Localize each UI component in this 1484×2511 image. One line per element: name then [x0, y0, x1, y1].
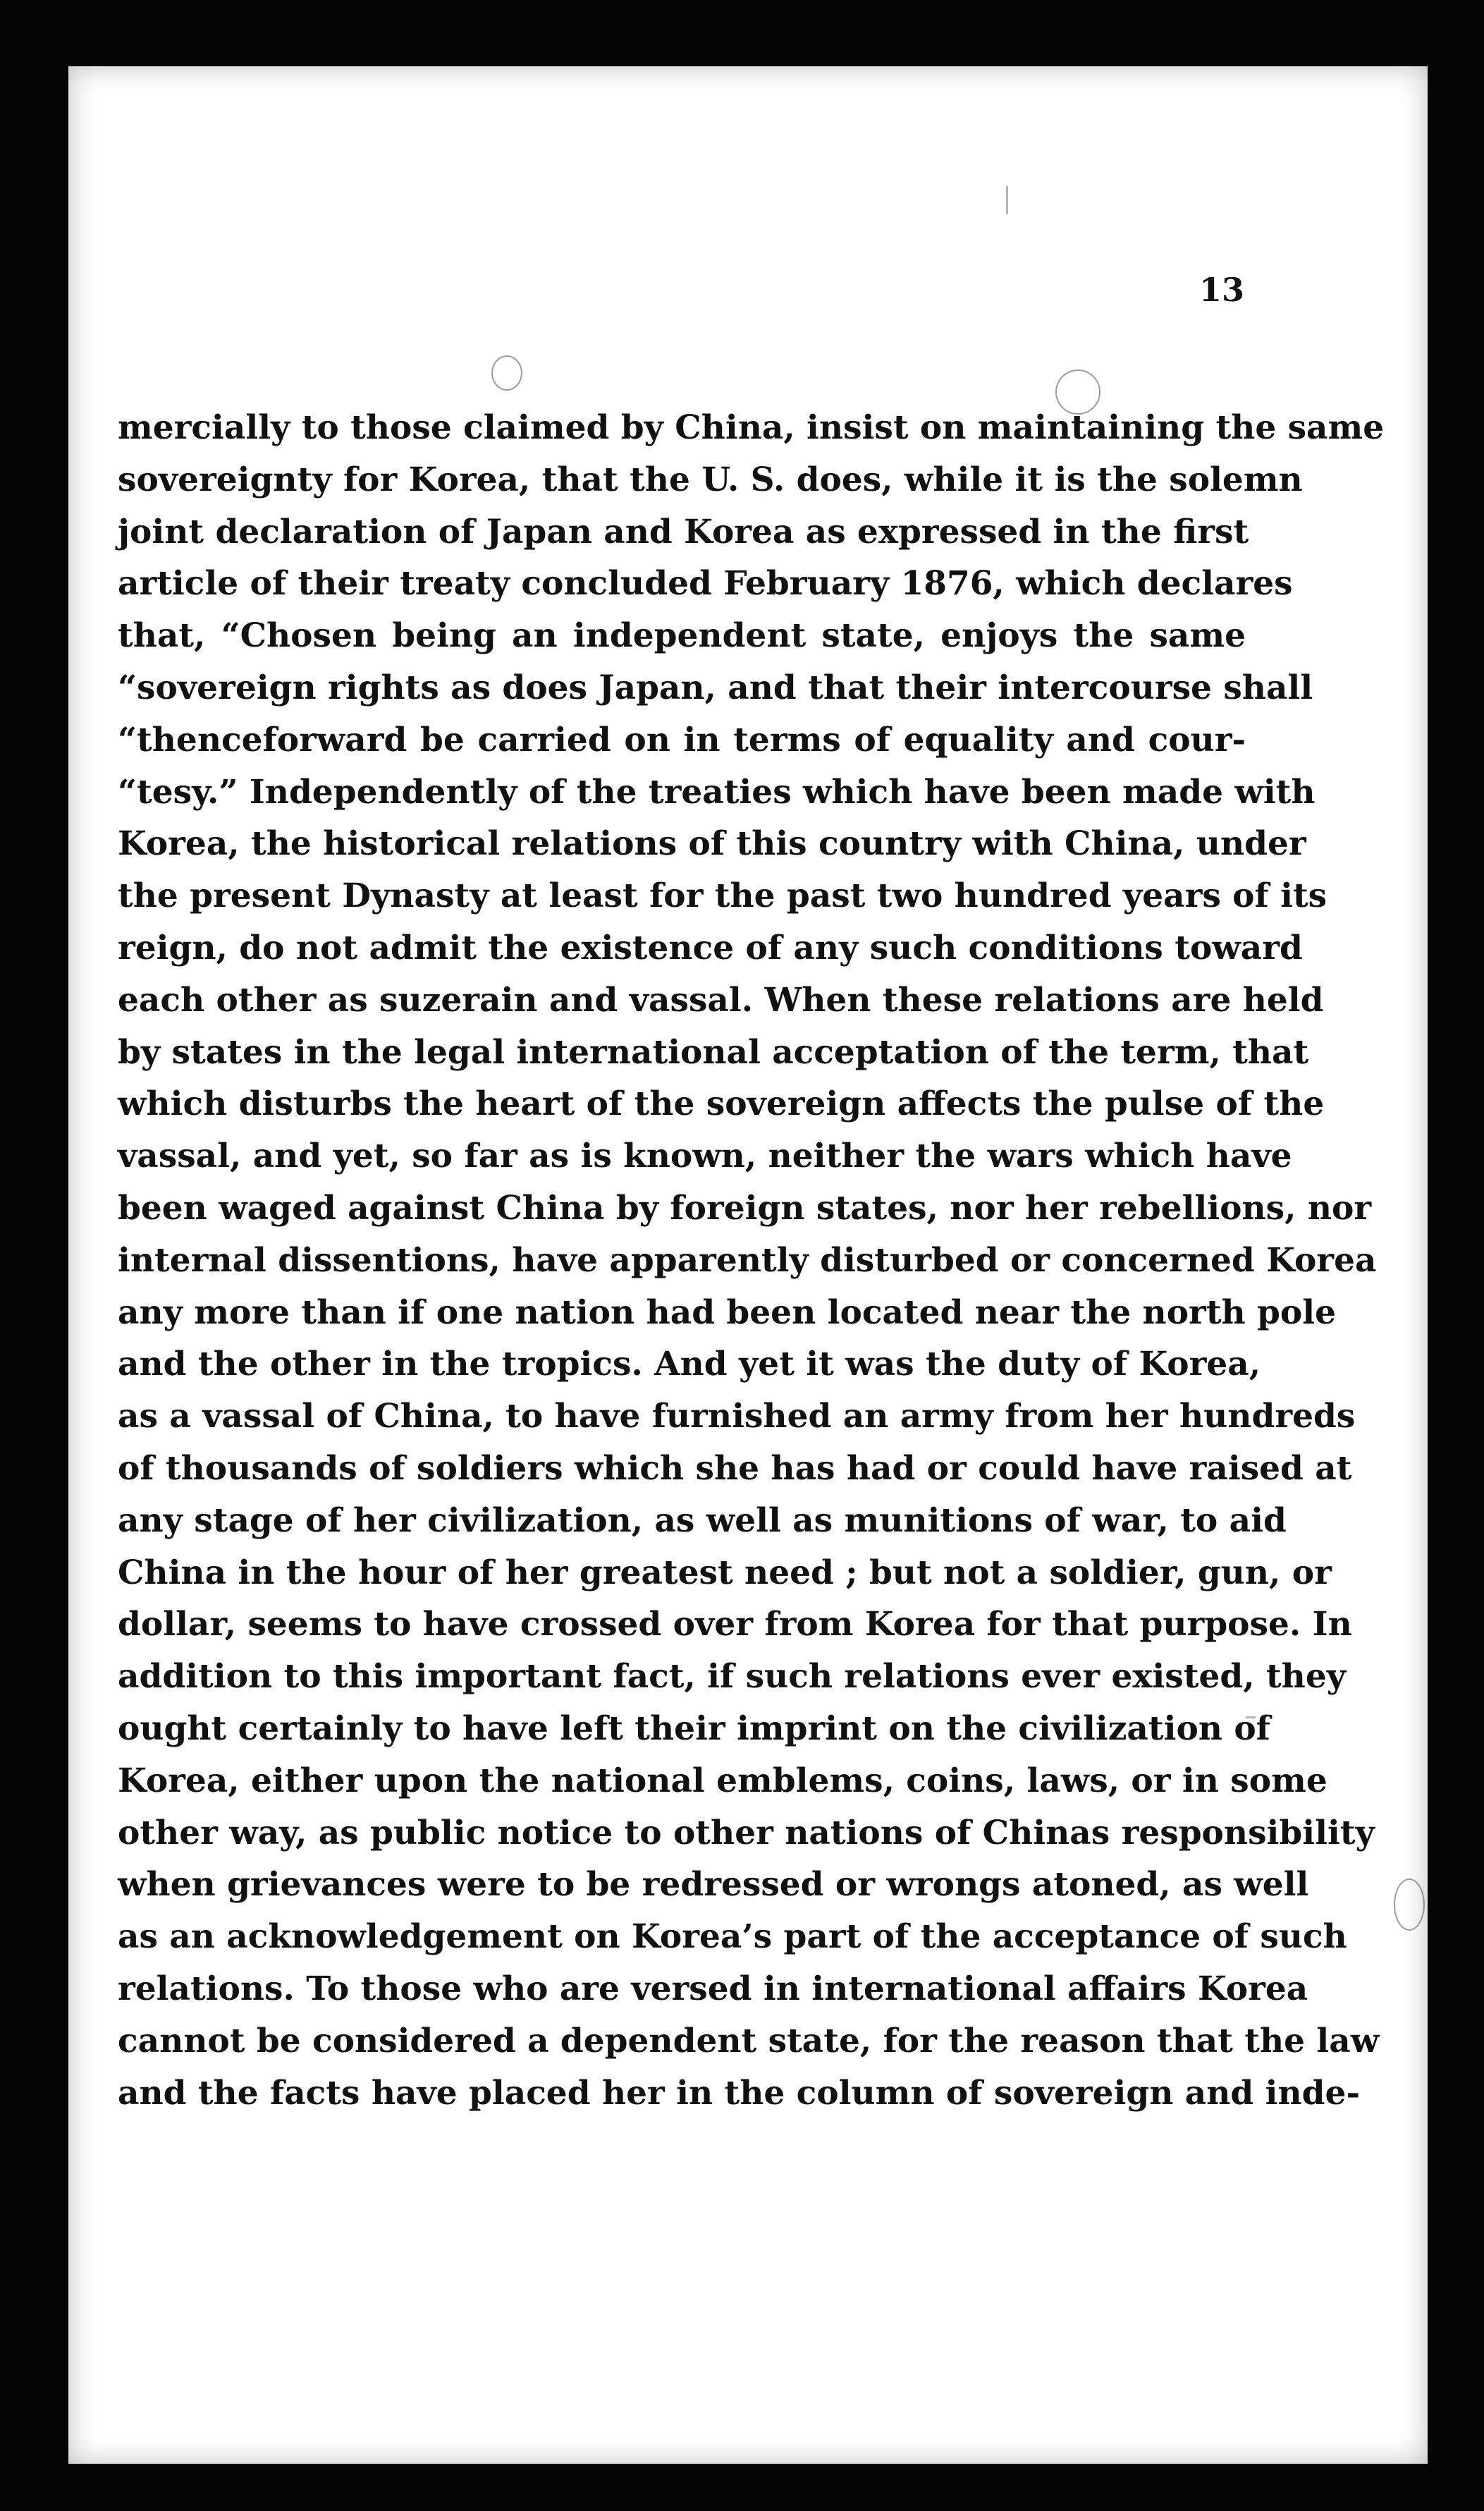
text-line: as an acknowledgement on Korea’s part of the acceptance of such — [118, 1917, 1347, 1957]
text-line: vassal, and yet, so far as is known, neither the wars which have — [118, 1137, 1292, 1176]
text-line: when grievances were to be redressed or wrongs atoned, as well — [118, 1865, 1309, 1905]
document-page — [68, 66, 1428, 2464]
text-line: relations. To those who are versed in international affairs Korea — [118, 1969, 1308, 2008]
text-line: ought certainly to have left their imprint on the civilization of — [118, 1709, 1270, 1748]
text-line: internal dissentions, have apparently disturbed or concerned Korea — [118, 1240, 1377, 1280]
page-number: 13 — [1198, 271, 1244, 309]
text-line: Korea, either upon the national emblems, coins, laws, or in some — [118, 1761, 1327, 1800]
text-line: mercially to those claimed by China, insist on maintaining the same — [118, 408, 1385, 447]
text-line: each other as suzerain and vassal. When these relations are held — [118, 980, 1324, 1020]
film-blot — [1394, 1878, 1425, 1931]
text-line: “thenceforward be carried on in terms of equality and cour- — [118, 720, 1246, 759]
text-line: the present Dynasty at least for the past two hundred years of its — [118, 876, 1327, 916]
text-line: any more than if one nation had been located near the north pole — [118, 1293, 1337, 1332]
film-scratch — [1006, 186, 1008, 214]
text-line: reign, do not admit the existence of any such conditions toward — [118, 928, 1303, 967]
text-line: of thousands of soldiers which she has had or could have raised at — [118, 1448, 1352, 1488]
text-line: joint declaration of Japan and Korea as expressed in the first — [118, 512, 1249, 551]
text-line: been waged against China by foreign states, nor her rebellions, nor — [118, 1188, 1372, 1228]
text-line: cannot be considered a dependent state, for the reason that the law — [118, 2021, 1380, 2060]
text-line: Korea, the historical relations of this country with China, under — [118, 824, 1306, 864]
text-line: that, “Chosen being an independent state, enjoys the same — [118, 616, 1246, 656]
text-line: and the other in the tropics. And yet it was the duty of Korea, — [118, 1345, 1261, 1384]
text-line: addition to this important fact, if such relations ever existed, they — [118, 1657, 1347, 1697]
text-line: sovereignty for Korea, that the U. S. does, while it is the solemn — [118, 460, 1303, 499]
film-scratch — [1246, 1716, 1256, 1718]
text-line: “tesy.” Independently of the treaties which have been made with — [118, 772, 1316, 812]
text-line: China in the hour of her greatest need ; but not a soldier, gun, or — [118, 1553, 1332, 1592]
text-line: “sovereign rights as does Japan, and that their intercourse shall — [118, 668, 1313, 707]
film-blot — [1055, 369, 1100, 415]
text-line: any stage of her civilization, as well as munitions of war, to aid — [118, 1501, 1287, 1540]
text-line: by states in the legal international acceptation of the term, that — [118, 1032, 1309, 1072]
text-line: dollar, seems to have crossed over from Korea for that purpose. In — [118, 1605, 1352, 1644]
text-line: as a vassal of China, to have furnished an army from her hundreds — [118, 1397, 1356, 1436]
text-line: other way, as public notice to other nations of Chinas responsibility — [118, 1813, 1375, 1852]
text-line: article of their treaty concluded February 1876, which declares — [118, 564, 1293, 604]
text-line: and the facts have placed her in the column of sovereign and inde- — [118, 2073, 1360, 2113]
text-line: which disturbs the heart of the sovereign affects the pulse of the — [118, 1085, 1325, 1124]
body-text — [118, 402, 1385, 2119]
film-blot — [491, 355, 522, 391]
